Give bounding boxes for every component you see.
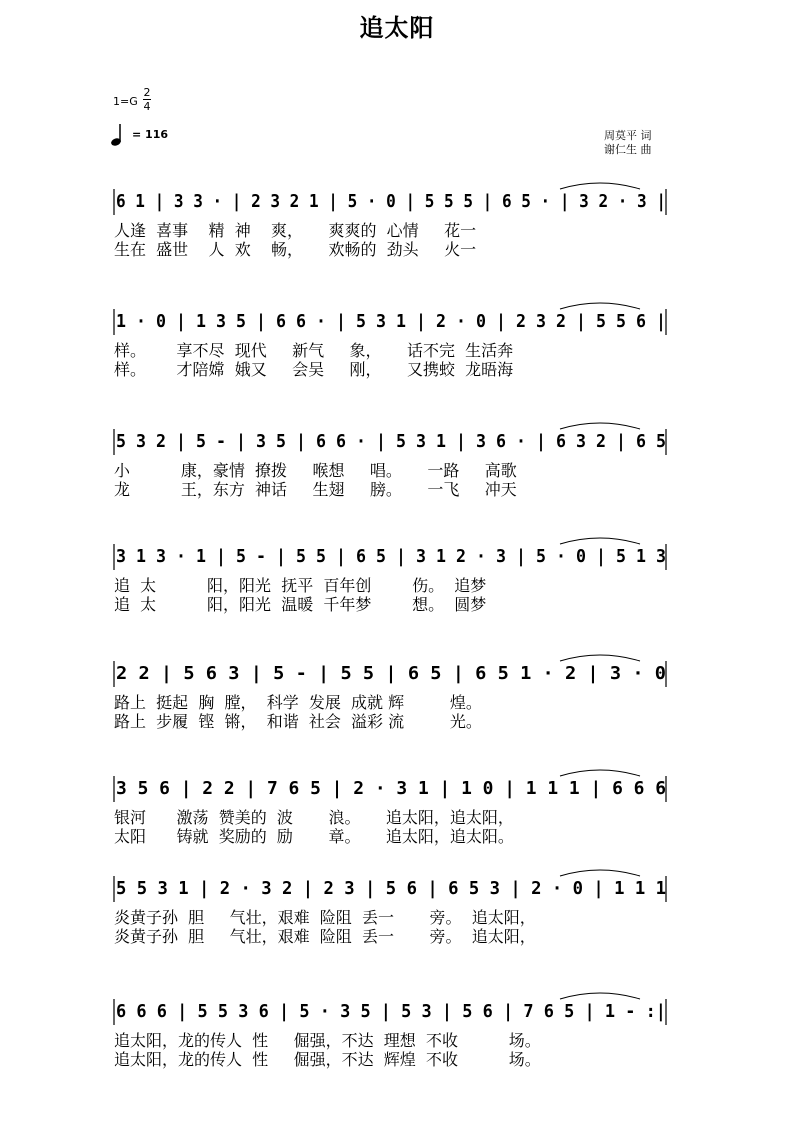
slur — [560, 423, 640, 429]
notation-text: 2 2 | 5 6 3 | 5 - | 5 5 | 6 5 | 6 5 1 · 2 | 3 · 0 — [116, 663, 666, 684]
lyric-line-1: 小 康，豪情 撩拨 喉想 唱。 一路 高歌 — [114, 461, 517, 480]
slur — [560, 770, 640, 776]
tempo-marking: = 116 — [132, 128, 169, 141]
slur — [560, 655, 640, 661]
credits — [604, 129, 652, 157]
notation-row — [110, 870, 670, 910]
composer-credit: 谢仁生 曲 — [604, 143, 652, 156]
time-signature-bottom: 4 — [143, 100, 151, 113]
lyric-line-1: 银河 激荡 赞美的 波 浪。 追太阳，追太阳， — [114, 808, 514, 827]
quarter-note-icon — [110, 122, 130, 148]
slur — [560, 183, 640, 189]
song-title: 追太阳 — [359, 14, 435, 42]
notation-text: 3 5 6 | 2 2 | 7 6 5 | 2 · 3 1 | 1 0 | 1 1 1 | 6 6 6 — [116, 778, 666, 799]
notation-row — [110, 538, 670, 578]
time-signature-top: 2 — [143, 86, 151, 99]
notation-text: 5 5 3 1 | 2 · 3 2 | 2 3 | 5 6 | 6 5 3 | 2 · 0 | 1 1 1 — [116, 878, 666, 899]
lyric-line-2: 样。 才陪嫦 娥又 会吴 刚， 又携蛟 龙晤海 — [114, 360, 514, 379]
notation-text: 6 6 6 | 5 5 3 6 | 5 · 3 5 | 5 3 | 5 6 | 7 6 5 | 1 - :| — [116, 1001, 666, 1022]
notation-text: 3 1 3 · 1 | 5 - | 5 5 | 6 5 | 3 1 2 · 3 | 5 · 0 | 5 1 3 — [116, 546, 666, 567]
slur — [560, 870, 640, 876]
slur — [560, 993, 640, 999]
notation-row — [110, 770, 670, 810]
lyric-line-2: 龙 王，东方 神话 生翅 膀。 一飞 冲天 — [114, 480, 517, 499]
slur — [560, 303, 640, 309]
slur — [560, 538, 640, 544]
lyric-line-2: 炎黄子孙 胆 气壮，艰难 险阻 丢一 旁。 追太阳， — [114, 927, 536, 946]
time-signature — [142, 86, 152, 113]
notation-row — [110, 303, 670, 343]
key-signature: 1=G — [113, 95, 138, 108]
lyric-line-1: 人逢 喜事 精 神 爽， 爽爽的 心情 花一 — [114, 221, 477, 240]
lyric-line-1: 追 太 阳，阳光 抚平 百年创 伤。 追梦 — [114, 576, 487, 595]
lyricist-credit: 周莫平 词 — [604, 129, 652, 142]
lyric-line-2: 太阳 铸就 奖励的 励 章。 追太阳，追太阳。 — [114, 827, 514, 846]
notation-text: 6 1 | 3 3 · | 2 3 2 1 | 5 · 0 | 5 5 5 | 6 5 · | 3 2 · 3 | — [116, 191, 666, 212]
lyric-line-1: 炎黄子孙 胆 气壮，艰难 险阻 丢一 旁。 追太阳， — [114, 908, 536, 927]
lyric-line-1: 追太阳，龙的传人 性 倔强，不达 理想 不收 场。 — [114, 1031, 541, 1050]
lyric-line-2: 生在 盛世 人 欢 畅， 欢畅的 劲头 火一 — [114, 240, 477, 259]
lyric-line-2: 追太阳，龙的传人 性 倔强，不达 辉煌 不收 场。 — [114, 1050, 541, 1069]
notation-row — [110, 183, 670, 223]
notation-text: 5 3 2 | 5 - | 3 5 | 6 6 · | 5 3 1 | 3 6 · | 6 3 2 | 6 5 — [116, 431, 666, 452]
notation-row — [110, 993, 670, 1033]
lyric-line-1: 样。 享不尽 现代 新气 象， 话不完 生活奔 — [114, 341, 514, 360]
notation-row — [110, 655, 670, 695]
lyric-line-2: 路上 步履 铿 锵， 和谐 社会 溢彩 流 光。 — [114, 712, 482, 731]
lyric-line-2: 追 太 阳，阳光 温暖 千年梦 想。 圆梦 — [114, 595, 487, 614]
lyric-line-1: 路上 挺起 胸 膛， 科学 发展 成就 辉 煌。 — [114, 693, 482, 712]
notation-row — [110, 423, 670, 463]
notation-text: 1 · 0 | 1 3 5 | 6 6 · | 5 3 1 | 2 · 0 | 2 3 2 | 5 5 6 | — [116, 311, 666, 332]
